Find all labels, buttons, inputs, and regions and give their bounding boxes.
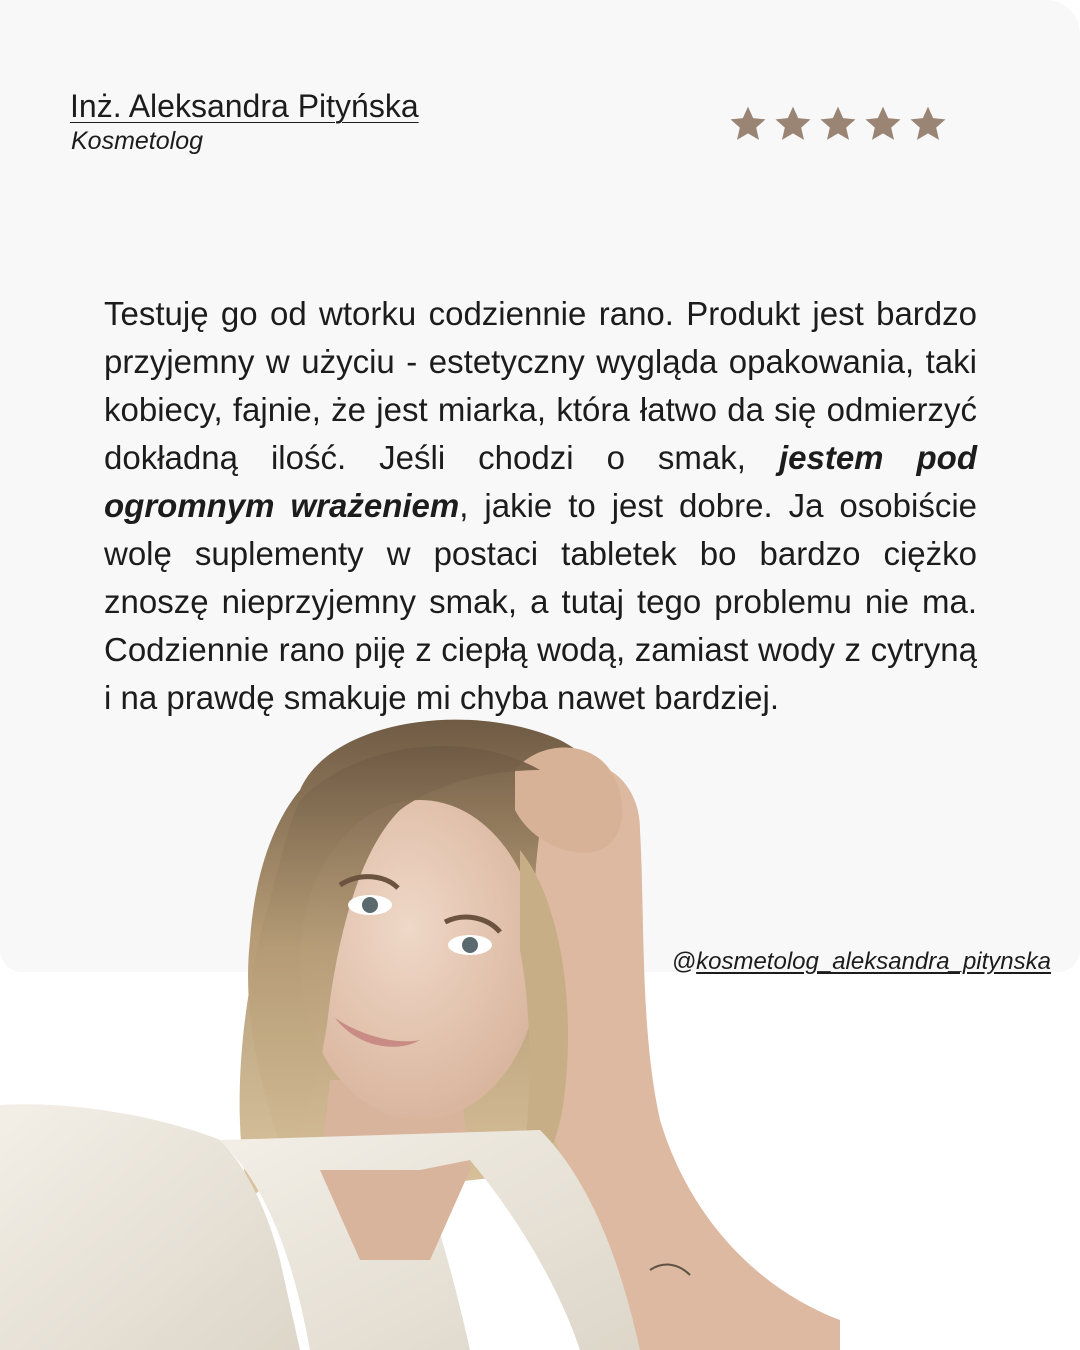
star-icon xyxy=(863,104,903,144)
star-icon xyxy=(818,104,858,144)
review-emphasis: jestem pod ogromnym wrażeniem xyxy=(104,439,977,524)
author-name[interactable]: Inż. Aleksandra Pityńska xyxy=(70,88,419,124)
review-text xyxy=(104,290,977,722)
star-rating xyxy=(728,104,948,144)
handle-at: @ xyxy=(671,948,697,975)
handle-username[interactable]: kosmetolog_aleksandra_pitynska xyxy=(696,948,1051,975)
star-icon xyxy=(728,104,768,144)
instagram-handle[interactable] xyxy=(672,948,1051,976)
author-role: Kosmetolog xyxy=(71,127,204,155)
portrait-photo xyxy=(0,700,840,1350)
star-icon xyxy=(908,104,948,144)
star-icon xyxy=(773,104,813,144)
review-text-start: Testuję go od wtorku codziennie rano. Produkt jest bardzo przyjemny w użyciu - estetyczny wygląda opakowania, taki kobiecy, fajnie, że jest miarka, która łatwo da się odmierzyć dokładną ilość. Jeśli chodzi o smak, xyxy=(104,295,977,476)
review-text-end: , jakie to jest dobre. Ja osobiście wolę suplementy w postaci tabletek bo bardzo ciężko znoszę nieprzyjemny smak, a tutaj tego problemu nie ma. Codziennie rano piję z ciepłą wodą, zamiast wody z cytryną i na prawdę smakuje mi chyba nawet bardziej. xyxy=(104,487,978,716)
